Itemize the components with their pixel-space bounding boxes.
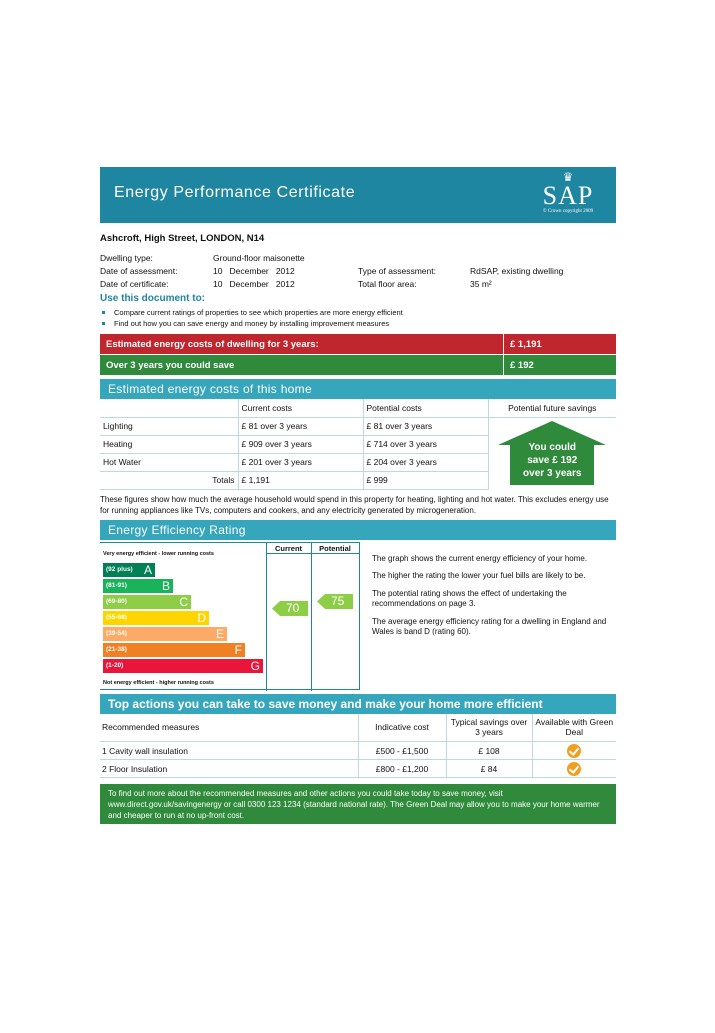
rating-chart: Very energy efficient - lower running costs (92 plus) A (81-91) B (69-80) C (55-68) D (39-54) E (21-38) F (1-20) G Not energy efficient - higher running costs Current Potential 70 75 (100, 542, 360, 690)
certificate-date: 10 December 2012 (213, 279, 295, 289)
header-banner (100, 167, 616, 223)
current-header: Current (266, 543, 311, 554)
eer-explanation: The graph shows the current energy efficiency of your home. The higher the rating the lower your fuel bills are likely to be. The potential rating shows the effect of undertaking the recommendations on page 3. The average energy efficiency rating for a dwelling in England and Wales is band D (rating 60). (372, 553, 607, 636)
potential-header: Potential (311, 543, 359, 554)
totals-row: Totals £ 1,191 £ 999 (100, 471, 616, 489)
table-header-row: Recommended measures Indicative cost Typical savings over 3 years Available with Green Deal (100, 714, 616, 742)
floor-area: 35 m² (470, 279, 492, 289)
savings-arrow-cell (488, 417, 616, 489)
footer-info: To find out more about the recommended measures and other actions you could take today to save money, visit www.direct.gov.uk/savingenergy or call 0300 123 1234 (standard national rate). The Green Deal may allow you to make your home warmer and cheaper to run at no up-front cost. (100, 784, 616, 824)
band-c: (69-80) C (103, 595, 191, 609)
estimated-cost-value: £ 1,191 (503, 334, 616, 354)
certificate-page (100, 167, 616, 824)
band-b: (81-91) B (103, 579, 173, 593)
band-g: (1-20) G (103, 659, 263, 673)
costs-table (100, 399, 616, 490)
eer-section-heading: Energy Efficiency Rating (100, 520, 616, 540)
property-details: Dwelling type: Ground-floor maisonette Date of assessment: 10 December 2012 Date of certificate: 10 December 2012 Type of assessment: RdSAP, existing dwelling Total floor area: 35 m² (100, 253, 564, 289)
potential-rating: 75 (331, 593, 345, 608)
assessment-date: 10 December 2012 (213, 266, 295, 276)
list-item: Compare current ratings of properties to see which properties are more energy efficient (100, 307, 616, 318)
table-row: 1 Cavity wall insulation £500 - £1,500 £ 108 (100, 742, 616, 760)
band-f: (21-38) F (103, 643, 245, 657)
table-row: 2 Floor Insulation £800 - £1,200 £ 84 (100, 760, 616, 778)
band-e: (39-54) E (103, 627, 227, 641)
green-deal-tick-icon (567, 744, 581, 758)
assessment-type: RdSAP, existing dwelling (470, 266, 564, 276)
table-row: Lighting £ 81 over 3 years £ 81 over 3 years You could save £ 192 over 3 years (100, 417, 616, 435)
savings-bar: Over 3 years you could save £ 192 (100, 355, 616, 375)
use-document-heading: Use this document to: (100, 293, 206, 304)
page-title: Energy Performance Certificate (114, 184, 356, 201)
table-row: Hot Water £ 201 over 3 years £ 204 over 3 years (100, 453, 616, 471)
use-bullets (100, 307, 616, 329)
sap-logo: ♛ SAP © Crown copyright 2009 (532, 171, 604, 219)
crown-icon: ♛ (562, 170, 574, 184)
estimated-cost-bar: Estimated energy costs of dwelling for 3 years: £ 1,191 (100, 334, 616, 354)
actions-table (100, 714, 616, 779)
green-deal-tick-icon (567, 762, 581, 776)
savings-value: £ 192 (503, 355, 616, 375)
band-a: (92 plus) A (103, 563, 155, 577)
property-address: Ashcroft, High Street, LONDON, N14 (100, 233, 265, 244)
savings-arrow: You could save £ 192 over 3 years (496, 419, 608, 487)
costs-section-heading: Estimated energy costs of this home (100, 379, 616, 399)
actions-section-heading: Top actions you can take to save money and make your home more efficient (100, 694, 616, 714)
dwelling-type: Ground-floor maisonette (213, 253, 305, 263)
costs-note: These figures show how much the average household would spend in this property for heating, lighting and hot water. This excludes energy use for running appliances like TVs, computers and cookers, and any electricity generated by microgeneration. (100, 494, 609, 515)
table-header-row: Current costs Potential costs Potential future savings (100, 399, 616, 417)
band-d: (55-68) D (103, 611, 209, 625)
table-row: Heating £ 909 over 3 years £ 714 over 3 years (100, 435, 616, 453)
current-rating: 70 (286, 600, 300, 615)
list-item: Find out how you can save energy and money by installing improvement measures (100, 318, 616, 329)
energy-efficiency-rating (100, 542, 616, 692)
